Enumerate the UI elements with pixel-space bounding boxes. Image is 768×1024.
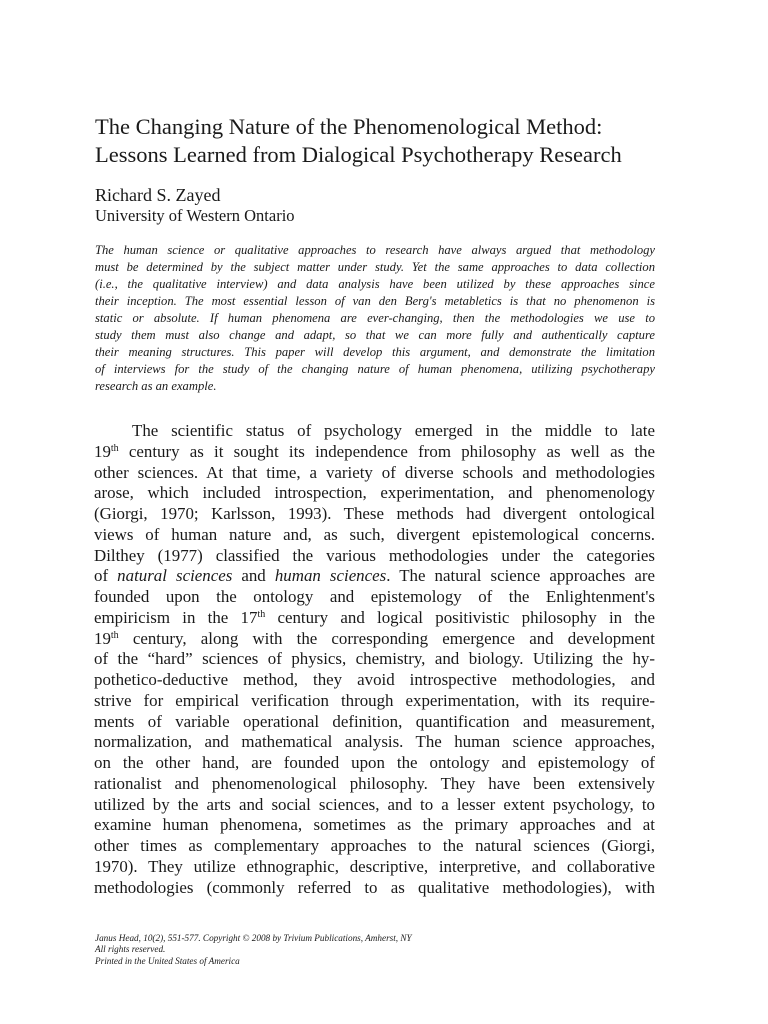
superscript: th [110,629,119,641]
body-text-run: century and logical positivistic philosophy in the [265,607,655,627]
article-page [95,0,655,1024]
body-line: other sciences. At that time, a variety of diverse schools and methodologies [94,462,655,482]
body-line: ments of variable operational definition, quantification and measurement, [94,711,655,731]
footer-citation: Janus Head, 10(2), 551-577. Copyright © 2008 by Trivium Publications, Amherst, NY [95,933,412,943]
abstract-line: (i.e., the qualitative interview) and data analysis have been utilized by these approaches since [95,277,655,291]
abstract-line: study them must also change and adapt, so that we can more fully and authentically capture [95,328,655,342]
body-line: examine human phenomena, sometimes as the primary approaches and at [94,815,655,835]
body-line: rationalist and phenomenological philosophy. They have been extensively [94,773,655,793]
body-paragraph [94,421,655,898]
abstract-line: The human science or qualitative approaches to research have always argued that methodology [95,243,655,257]
abstract-line: static or absolute. If human phenomena are ever-changing, then the methodologies we use to [95,311,655,325]
body-line: on the other hand, are founded upon the ontology and epistemology of [94,753,655,772]
body-line: views of human nature and, as such, divergent epistemological concerns. [94,524,655,544]
body-text-run: of [94,566,118,586]
body-text-run: century as it sought its independence from philosophy as well as the [118,441,655,461]
emphasis: natural sciences [117,566,233,586]
abstract-line: their inception. The most essential lesson of van den Berg's metabletics is that no phenomenon is [95,294,655,308]
body-text-run: 19 [94,628,111,648]
body-line: utilized by the arts and social sciences, and to a lesser extent psychology, to [94,794,655,814]
body-line: Dilthey (1977) classified the various methodologies under the categories [94,545,655,565]
superscript: th [110,442,119,454]
body-line: founded upon the ontology and epistemology of the Enlightenment's [94,587,655,606]
body-line [94,629,655,650]
body-text-run: century, along with the corresponding emergence and development [118,628,655,648]
footer-rights: All rights reserved. [95,944,166,955]
body-line [94,442,655,463]
page-footer [95,933,412,967]
abstract-line: must be determined by the subject matter under study. Yet the same approaches to data collection [95,260,655,274]
body-line: arose, which included introspection, experimentation, and phenomenology [94,483,655,503]
body-line: (Giorgi, 1970; Karlsson, 1993). These methods had divergent ontological [94,504,655,523]
body-line: pothetico-deductive method, they avoid introspective methodologies, and [94,670,655,689]
body-line: strive for empirical verification through experimentation, with its require- [94,690,655,710]
body-text-run: 19 [94,441,111,461]
body-line: normalization, and mathematical analysis. The human science approaches, [94,732,655,752]
emphasis: human sciences [274,566,387,586]
abstract-line: research as an example. [95,379,217,393]
abstract-line: their meaning structures. This paper will develop this argument, and demonstrate the limitation [95,345,655,359]
body-text-run: . The natural science approaches are [386,566,655,586]
body-line: 1970). They utilize ethnographic, descriptive, interpretive, and collaborative [94,856,655,876]
abstract [95,242,655,395]
body-line [94,566,655,587]
title-line: Lessons Learned from Dialogical Psychotherapy Research [95,142,622,167]
body-line: of the “hard” sciences of physics, chemistry, and biology. Utilizing the hy- [94,649,655,669]
author-affiliation: University of Western Ontario [95,206,295,225]
body-line: other times as complementary approaches to the natural sciences (Giorgi, [94,836,655,855]
body-text-run: empiricism in the 17 [94,607,258,627]
superscript: th [257,608,266,620]
body-text-run: and [232,566,275,586]
body-line: methodologies (commonly referred to as qualitative methodologies), with [94,877,655,897]
body-line: The scientific status of psychology emerged in the middle to late [132,421,655,440]
author-name: Richard S. Zayed [95,185,221,205]
title-line: The Changing Nature of the Phenomenological Method: [95,114,603,139]
footer-printed: Printed in the United States of America [95,955,240,966]
abstract-line: of interviews for the study of the changing nature of human phenomena, utilizing psychotherapy [95,362,655,376]
article-title [95,113,655,169]
body-line [94,608,655,629]
